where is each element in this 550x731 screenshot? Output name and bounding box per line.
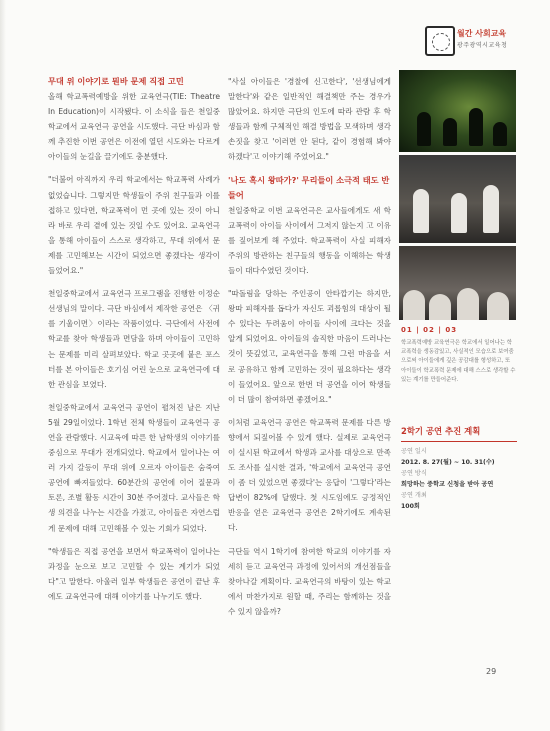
photo-stage-performance bbox=[399, 155, 516, 243]
sidebar-heading: 2학기 공연 추진 계획 bbox=[401, 426, 481, 436]
photo-audience bbox=[399, 246, 516, 320]
middle-paragraph-3: "따돌림을 당하는 주인공이 안타깝기는 하지만, 왕따 피해자를 돕다가 자신도 괴롭힘의 대상이 될 수 있다는 두려움이 아이들 사이에 크다는 것을 알게 되었어요. 아이들의 솔직한 마음이 드러나는 것이 뜻깊었고, 교육연극을 통해 그런 마음을 서로 공유하고 함께 고민하는 것이 필요하다는 생각이 들었어요. 앞으로 한번 더 공연을 이어 학생들이 더 많이 참여하면 좋겠어요." bbox=[228, 289, 391, 404]
left-section-heading: 무대 위 이야기로 뭔바 문제 직접 고민 bbox=[48, 76, 184, 86]
left-paragraph-1: 올해 학교폭력예방을 위한 교육연극(TIE: Theatre In Education)이 시작됐다. 이 소식을 들은 천일중학교에서 교육연극 공연을 시도했다. 극단 바심과 함께 추진한 이번 공연은 이전에 열던 시도와는 다르게 아이들의 눈길을 끌기에도 충분했다. bbox=[48, 92, 220, 162]
logo-subtitle: 광주광역시교육청 bbox=[457, 42, 508, 49]
middle-paragraph-5: 극단들 역시 1학기에 참여한 학교의 이야기를 자세히 듣고 교육연극 과정에 있어서의 개선점들을 찾아나갈 계획이다. 교육연극의 바탕이 있는 학교에서 마찬가지로 원할 때, 주리는 함께하는 것을 수 있지 않을까? bbox=[228, 546, 391, 616]
left-paragraph-4: 천일중학교에서 교육연극 공연이 펼쳐진 날은 지난 5월 29일이었다. 1학년 전체 학생들이 교육연극 공연을 관람했다. 시교육에 따른 한 남학생의 이야기를 중심으로 무대가 전개되었다. 학교에서 일어나는 여러 가지 갈등이 무대 위에 오르자 아이들은 숨죽여 공연에 빠져들었다. 60분간의 공연에 이어 질문과 토론, 조별 활동 시간이 30분 주어졌다. 교사들은 학생 의견을 나누는 시간을 가졌고, 아이들은 자연스럽게 문제에 대해 고민해볼 수 있는 기회가 되었다. bbox=[48, 402, 220, 533]
middle-paragraph-4: 이처럼 교육연극 공연은 학교폭력 문제를 다른 방향에서 되짚어볼 수 있게 했다. 실제로 교육연극이 실시된 학교에서 학생과 교사를 대상으로 만족도 조사를 실시한 결과, '학교에서 교육연극 공연이 좀 더 있었으면 좋겠다'는 응답이 '그렇다'라는 답변이 82%에 달했다. 첫 시도임에도 긍정적인 반응을 얻은 교육연극 공연은 2학기에도 계속된다. bbox=[228, 417, 391, 533]
sidebar-info-list bbox=[401, 446, 517, 512]
logo-title: 월간 사회교육 bbox=[457, 29, 507, 38]
middle-column bbox=[228, 74, 391, 619]
middle-paragraph-2: 천일중학교 이번 교육연극은 교사들에게도 새 학교폭력이 아이들 사이에서 그저지 않는지 고 이유를 짚어보게 해 주었다. 학교폭력이 사실 피해자 주위의 방관하는 친구들의 행동을 이해하는 학생들이 대다수였던 것이다. bbox=[228, 205, 391, 275]
page-binding bbox=[0, 0, 6, 731]
logo-emblem-icon bbox=[425, 26, 455, 56]
photo-caption: 학교폭력예방 교육연극은 학교에서 일어나는 학교폭력을 생동감있고, 사실적인 모습으로 보여줌으로써 아이들에게 깊은 공감대를 형성하고, 또 아이들이 학교폭력 문제에 대해 스스로 생각할 수 있는 계기를 만들어준다. bbox=[401, 340, 516, 383]
page-number: 29 bbox=[486, 667, 497, 676]
info-label: 공연 일시 bbox=[401, 448, 427, 455]
info-value: 2012. 8. 27(월) ~ 10. 31(수) bbox=[401, 459, 495, 466]
left-column bbox=[48, 74, 220, 604]
sidebar-divider bbox=[401, 441, 517, 442]
photo-shadow-play bbox=[399, 70, 516, 152]
info-label: 공연 개최 bbox=[401, 492, 427, 499]
middle-paragraph-1: "사실 아이들은 '경찰에 신고한다', '선생님에게 말한다'와 같은 일반적인 해결책만 주는 경우가 많았어요. 하지만 극단의 인도에 따라 관람 후 학생들과 함께 구체적인 해결 방법을 모색하며 생각 손짓을 찾고 '이러면 안 된다, 같이 경험해 봐야 하겠다'고 이야기해 주었어요." bbox=[228, 77, 391, 162]
info-value: 100회 bbox=[401, 503, 420, 510]
middle-section-heading: '나도 혹시 왕따가?' 무리들이 소극적 태도 반들어 bbox=[228, 174, 390, 200]
left-paragraph-2: "더불어 아직까지 우리 학교에서는 학교폭력 사례가 없었습니다. 그렇지만 학생들이 주위 친구들과 이를 접하고 있다면, 학교폭력이 먼 곳에 있는 것이 아니라 바로 우리 곁에 있는 것일 수도 있어요. 교육연극을 통해 아이들이 스스로 생각하고, 무대 위에서 문제를 고민해보는 시간이 되었으면 좋겠다는 생각이 들었어요." bbox=[48, 175, 220, 276]
left-paragraph-3: 천일중학교에서 교육연극 프로그램을 진행한 이정순 선생님의 말이다. 극단 바심에서 제작한 공연은 〈귀를 기울이면〉이라는 작품이었다. 극단에서 사전에 학교를 찾아 학생들과 면담을 하며 아이들이 고민하는 문제를 미리 살펴보았다. 학교 곳곳에 붙은 포스터를 본 아이들은 호기심 어린 눈으로 교육연극에 대한 관심을 보였다. bbox=[48, 289, 220, 389]
info-label: 공연 방식 bbox=[401, 470, 427, 477]
photo-caption-numbers: 01 | 02 | 03 bbox=[401, 326, 458, 334]
info-value: 희망하는 중학교 신청을 받아 공연 bbox=[401, 481, 494, 488]
left-paragraph-5: "학생들은 직접 공연을 보면서 학교폭력이 일어나는 과정을 눈으로 보고 고민할 수 있는 계기가 되었다"고 말한다. 아울러 일부 학생들은 공연이 끝난 후에도 교육연극에 대해 이야기를 나누기도 했다. bbox=[48, 546, 220, 601]
magazine-logo bbox=[421, 22, 533, 60]
